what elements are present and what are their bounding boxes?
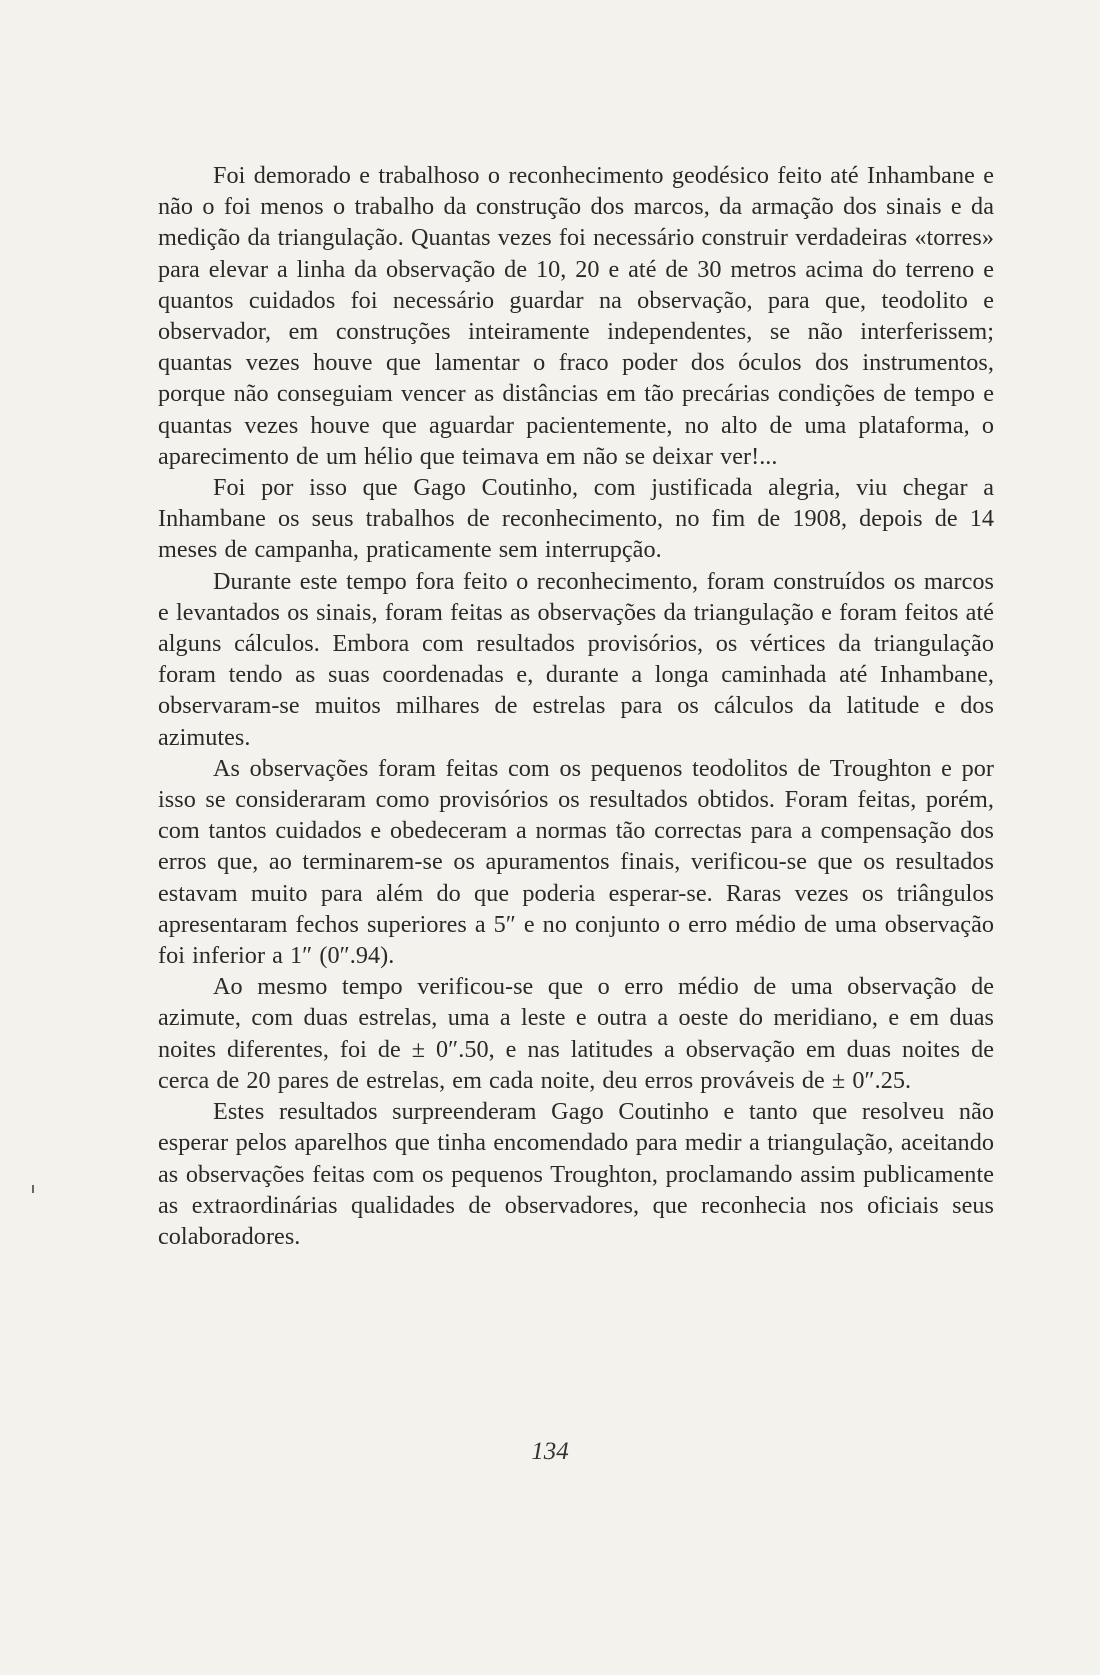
paragraph-6: Estes resultados surpreenderam Gago Coutinho e tanto que resolveu não esperar pelos aparelhos que tinha encomendado para medir a triangulação, aceitando as observações feitas com os pequenos Troughton, proclamando assim publicamente as extraordinárias qualidades de observadores, que reconhecia nos oficiais seus colaboradores. [158, 1098, 994, 1250]
paragraph-5: Ao mesmo tempo verificou-se que o erro médio de uma observação de azimute, com duas estrelas, uma a leste e outra a oeste do meridiano, e em duas noites diferentes, foi de ± 0″.50, e nas latitudes a observação em duas noites de cerca de 20 pares de estrelas, em cada noite, deu erros prováveis de ± 0″.25. [158, 973, 994, 1094]
paragraph-4: As observações foram feitas com os pequenos teodolitos de Troughton e por isso se consideraram como provisórios os resultados obtidos. Foram feitas, porém, com tantos cuidados e obedeceram a normas tão correctas para a compensação dos erros que, ao terminarem-se os apuramentos finais, verificou-se que os resultados estavam muito para além do que poderia esperar-se. Raras vezes os triângulos apresentaram fechos superiores a 5″ e no conjunto o erro médio de uma observação foi inferior a 1″ (0″.94). [158, 754, 994, 970]
body-text [158, 160, 994, 1252]
paragraph-3: Durante este tempo fora feito o reconhecimento, foram construídos os marcos e levantados os sinais, foram feitas as observações da triangulação e foram feitos até alguns cálculos. Embora com resultados provisórios, os vértices da triangulação foram tendo as suas coordenadas e, durante a longa caminhada até Inhambane, observaram-se muitos milhares de estrelas para os cálculos da latitude e dos azimutes. [158, 567, 994, 751]
paragraph-2: Foi por isso que Gago Coutinho, com justificada alegria, viu chegar a Inhambane os seus trabalhos de reconhecimento, no fim de 1908, depois de 14 meses de campanha, praticamente sem interrupção. [158, 474, 994, 564]
page-number: 134 [531, 1438, 569, 1465]
margin-mark [32, 1185, 34, 1193]
paragraph-1: Foi demorado e trabalhoso o reconhecimento geodésico feito até Inhambane e não o foi menos o trabalho da construção dos marcos, da armação dos sinais e da medição da triangulação. Quantas vezes foi necessário construir verdadeiras «torres» para elevar a linha da observação de 10, 20 e até de 30 metros acima do terreno e quantos cuidados foi necessário guardar na observação, para que, teodolito e observador, em construções inteiramente independentes, se não interferissem; quantas vezes houve que lamentar o fraco poder dos óculos dos instrumentos, porque não conseguiam vencer as distâncias em tão precárias condições de tempo e quantas vezes houve que aguardar pacientemente, no alto de uma plataforma, o aparecimento de um hélio que teimava em não se deixar ver!... [158, 162, 994, 470]
